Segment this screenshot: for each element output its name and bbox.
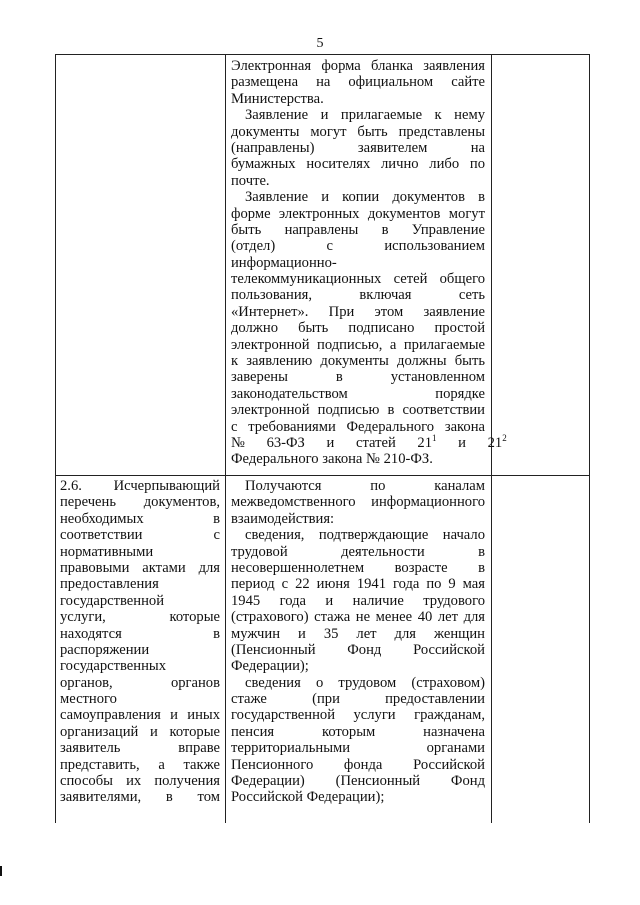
text-line: взаимодействия: [231, 510, 335, 527]
text-line: Получаются по каналам [245, 478, 485, 494]
text-line: сведения, подтверждающие начало [245, 527, 485, 544]
text-line: распоряжении [60, 641, 150, 658]
text-line: (страхового) стажа не менее 40 лет для [231, 609, 485, 626]
text-line: соответствии с [60, 527, 220, 544]
text-line: заявителями, в том [60, 789, 220, 806]
text-line: органов, органов [60, 674, 220, 691]
text-line: телекоммуникационных сетей общего [231, 271, 485, 288]
text-line: должно быть подписано простой [231, 320, 485, 337]
superscript-2: 2 [502, 432, 507, 443]
text-line: услуги, которые [60, 609, 220, 626]
law-reference-text: № 63-ФЗ и статей 21 [231, 434, 433, 451]
text-line: Федерального закона № 210-ФЗ. [231, 451, 433, 468]
text-line: (Пенсионный Фонд Российской [231, 641, 485, 658]
law-reference-line [231, 432, 507, 451]
law-reference-text-2: и 21 [436, 434, 503, 451]
text-line: Заявление и копии документов в [245, 189, 485, 206]
text-line: Федерации); [231, 658, 309, 675]
text-line: Федерации) (Пенсионный Фонд [231, 773, 485, 790]
text-line: период с 22 июня 1941 года по 9 мая [231, 576, 485, 593]
text-line: с требованиями Федерального закона [231, 418, 485, 435]
text-line: находятся в [60, 625, 220, 642]
text-line: «Интернет». При этом заявление [231, 303, 485, 320]
text-line: предоставления [60, 576, 159, 593]
text-line: несовершеннолетнем возрасте в [231, 559, 485, 576]
text-line: самоуправления и иных [60, 707, 220, 724]
text-line: Министерства. [231, 90, 324, 107]
text-line: электронной подписью в соответствии [231, 402, 485, 419]
text-line: нормативными [60, 543, 154, 560]
table-divider-col1 [225, 54, 226, 823]
text-line: стаже (при предоставлении [231, 691, 485, 708]
text-line: мужчин и 35 лет для женщин [231, 625, 485, 642]
text-line: способы их получения [60, 773, 220, 790]
text-line: 1945 года и наличие трудового [231, 592, 485, 609]
table-border-left [55, 54, 56, 823]
text-line: государственной услуги гражданам, [231, 707, 485, 724]
text-line: (отдел) с использованием [231, 238, 485, 255]
text-line: бумажных носителях лично либо по [231, 156, 485, 173]
table-border-right [589, 54, 590, 823]
text-line: Пенсионного фонда Российской [231, 756, 485, 773]
text-line: Заявление и прилагаемые к нему [245, 107, 485, 124]
text-line: заявитель вправе [60, 740, 220, 757]
text-line: государственных [60, 658, 167, 675]
text-line: заверены в установленном [231, 369, 485, 386]
text-line: территориальными органами [231, 740, 485, 757]
text-line: форме электронных документов могут [231, 205, 485, 222]
row-2-6-middle-cell [231, 478, 485, 806]
text-line: представить, а также [60, 756, 220, 773]
table-row-divider [55, 475, 590, 476]
text-line: быть направлены в Управление [231, 221, 485, 238]
text-line: необходимых в [60, 510, 220, 527]
table-border-top [55, 54, 590, 55]
text-line: трудовой деятельности в [231, 543, 485, 560]
text-line: размещена на официальном сайте [231, 74, 485, 91]
text-line: документы могут быть представлены [231, 123, 485, 140]
scan-edge-mark [0, 866, 2, 876]
text-line: перечень документов, [60, 494, 220, 511]
text-line: 2.6. Исчерпывающий [60, 478, 220, 494]
text-line: информационно- [231, 254, 337, 271]
text-line: законодательством порядке [231, 385, 485, 402]
text-line: межведомственного информационного [231, 494, 485, 511]
text-line: пользования, включая сеть [231, 287, 485, 304]
text-line: (направлены) заявителем на [231, 139, 485, 156]
page-number: 5 [316, 36, 324, 51]
text-line: местного [60, 691, 117, 708]
text-line: почте. [231, 172, 270, 189]
superscript-1: 1 [432, 432, 437, 443]
text-line: сведения о трудовом (страховом) [245, 674, 485, 691]
text-line: Электронная форма бланка заявления [231, 58, 485, 74]
text-line: организаций и которые [60, 723, 220, 740]
text-line: правовыми актами для [60, 559, 220, 576]
text-line: государственной [60, 592, 165, 609]
row-top-middle-cell [231, 58, 507, 468]
text-line: пенсия которым назначена [231, 723, 485, 740]
text-line: к заявлению документы должны быть [231, 353, 485, 370]
text-line: Российской Федерации); [231, 789, 385, 806]
row-2-6-left-cell [60, 478, 220, 806]
text-line: электронной подписью, а прилагаемые [231, 336, 485, 353]
